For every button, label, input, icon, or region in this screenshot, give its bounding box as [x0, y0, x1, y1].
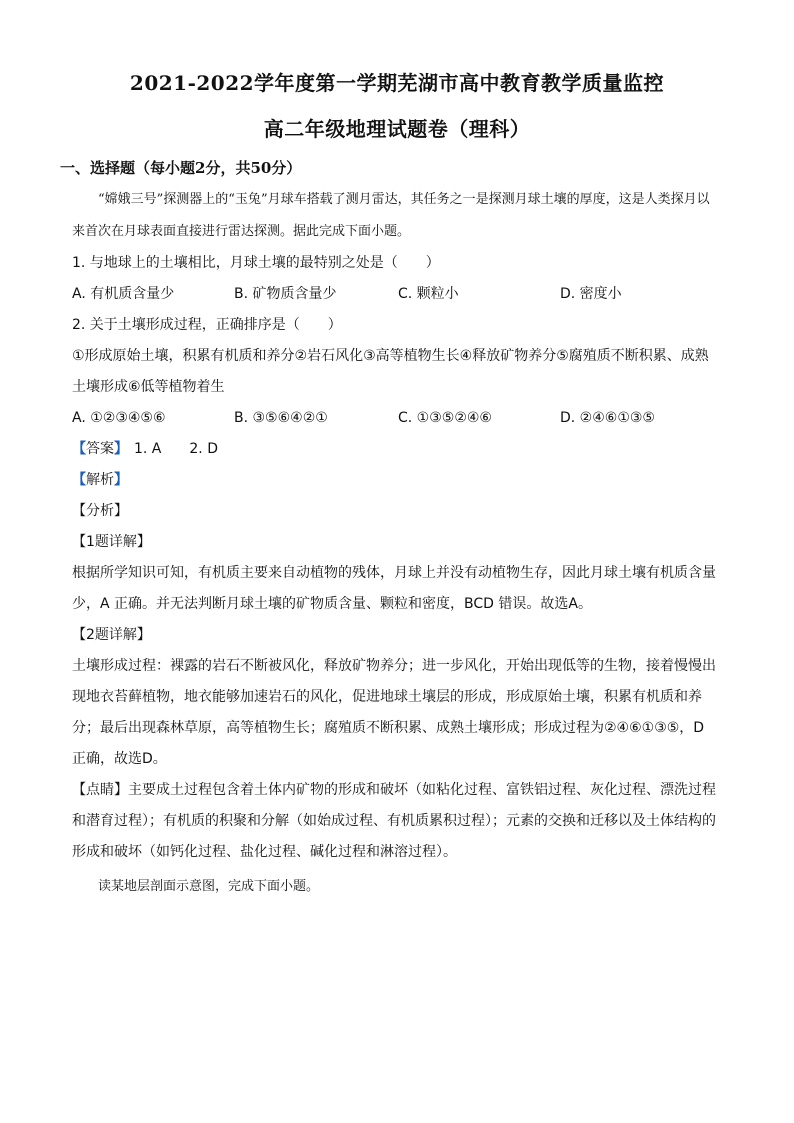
exam-subtitle: 高二年级地理试题卷（理科）: [263, 117, 531, 141]
fenxi-heading: 【分析】: [72, 503, 128, 519]
detail-2-heading: 【2题详解】: [72, 627, 151, 643]
question-1-stem: 1. 与地球上的土壤相比，月球土壤的最特别之处是（ ）: [72, 255, 440, 271]
q2-option-d: D. ②④⑥①③⑤: [560, 410, 655, 426]
answer-2: 2. D: [189, 441, 218, 457]
dianjing-paragraph: 【点睛】主要成土过程包含着土体内矿物的形成和破坏（如粘化过程、富铁铝过程、灰化过程、漂洗过程和潜育过程）；有机质的积聚和分解（如始成过程、有机质累积过程）；元素的交换和迁移以及土体结构的形成和破坏（如钙化过程、盐化过程、碱化过程和淋溶过程）。: [72, 782, 716, 860]
q2-option-a: A. ①②③④⑤⑥: [72, 410, 166, 426]
next-material-intro: 读某地层剖面示意图，完成下面小题。: [98, 879, 320, 894]
question-2-stem: 2. 关于土壤形成过程，正确排序是（ ）: [72, 317, 342, 333]
question-2-options: [72, 403, 722, 434]
dianjing-text: 主要成土过程包含着土体内矿物的形成和破坏（如粘化过程、富铁铝过程、灰化过程、漂洗过程和潜育过程）；有机质的积聚和分解（如始成过程、有机质累积过程）；元素的交换和迁移以及土体结构的形成和破坏（如钙化过程、盐化过程、碱化过程和淋溶过程）。: [72, 782, 716, 860]
q1-option-d: D. 密度小: [560, 286, 622, 302]
detail-2-text: 土壤形成过程：裸露的岩石不断被风化，释放矿物养分；进一步风化，开始出现低等的生物，接着慢慢出现地衣苔藓植物，地衣能够加速岩石的风化，促进地球土壤层的形成，形成原始土壤，积累有机质和养分；最后出现森林草原，高等植物生长；腐殖质不断积累、成熟土壤形成；形成过程为②④⑥①③⑤，D 正确，故选D。: [72, 658, 716, 767]
question-1-options: [72, 279, 722, 310]
detail-1-text: 根据所学知识可知，有机质主要来自动植物的残体，月球上并没有动植物生存，因此月球土壤有机质含量少，A 正确。并无法判断月球土壤的矿物质含量、颗粒和密度，BCD 错误。故选A。: [72, 565, 716, 612]
answer-1: 1. A: [134, 441, 162, 457]
q1-option-b: B. 矿物质含量少: [234, 286, 337, 302]
answer-label: 答案: [86, 441, 114, 457]
detail-1-heading: 【1题详解】: [72, 534, 151, 550]
answer-line: 【答案】 1. A 2. D: [72, 441, 218, 457]
material-intro: “嫦娥三号”探测器上的“玉兔”月球车搭载了测月雷达，其任务之一是探测月球土壤的厚度，这是人类探月以来首次在月球表面直接进行雷达探测。据此完成下面小题。: [72, 192, 710, 239]
dianjing-label: 点睛: [86, 782, 114, 798]
question-2-description: ①形成原始土壤，积累有机质和养分②岩石风化③高等植物生长④释放矿物养分⑤腐殖质不断积累、成熟土壤形成⑥低等植物着生: [72, 348, 709, 395]
exam-title: 2021-2022学年度第一学期芜湖市高中教育教学质量监控: [129, 71, 665, 95]
section-heading: 一、选择题（每小题2分，共50分）: [60, 159, 302, 177]
jiexi-heading: 【解析】: [72, 472, 128, 488]
q1-option-c: C. 颗粒小: [398, 286, 459, 302]
q2-option-b: B. ③⑤⑥④②①: [234, 410, 328, 426]
q1-option-a: A. 有机质含量少: [72, 286, 175, 302]
q2-option-c: C. ①③⑤②④⑥: [398, 410, 492, 426]
